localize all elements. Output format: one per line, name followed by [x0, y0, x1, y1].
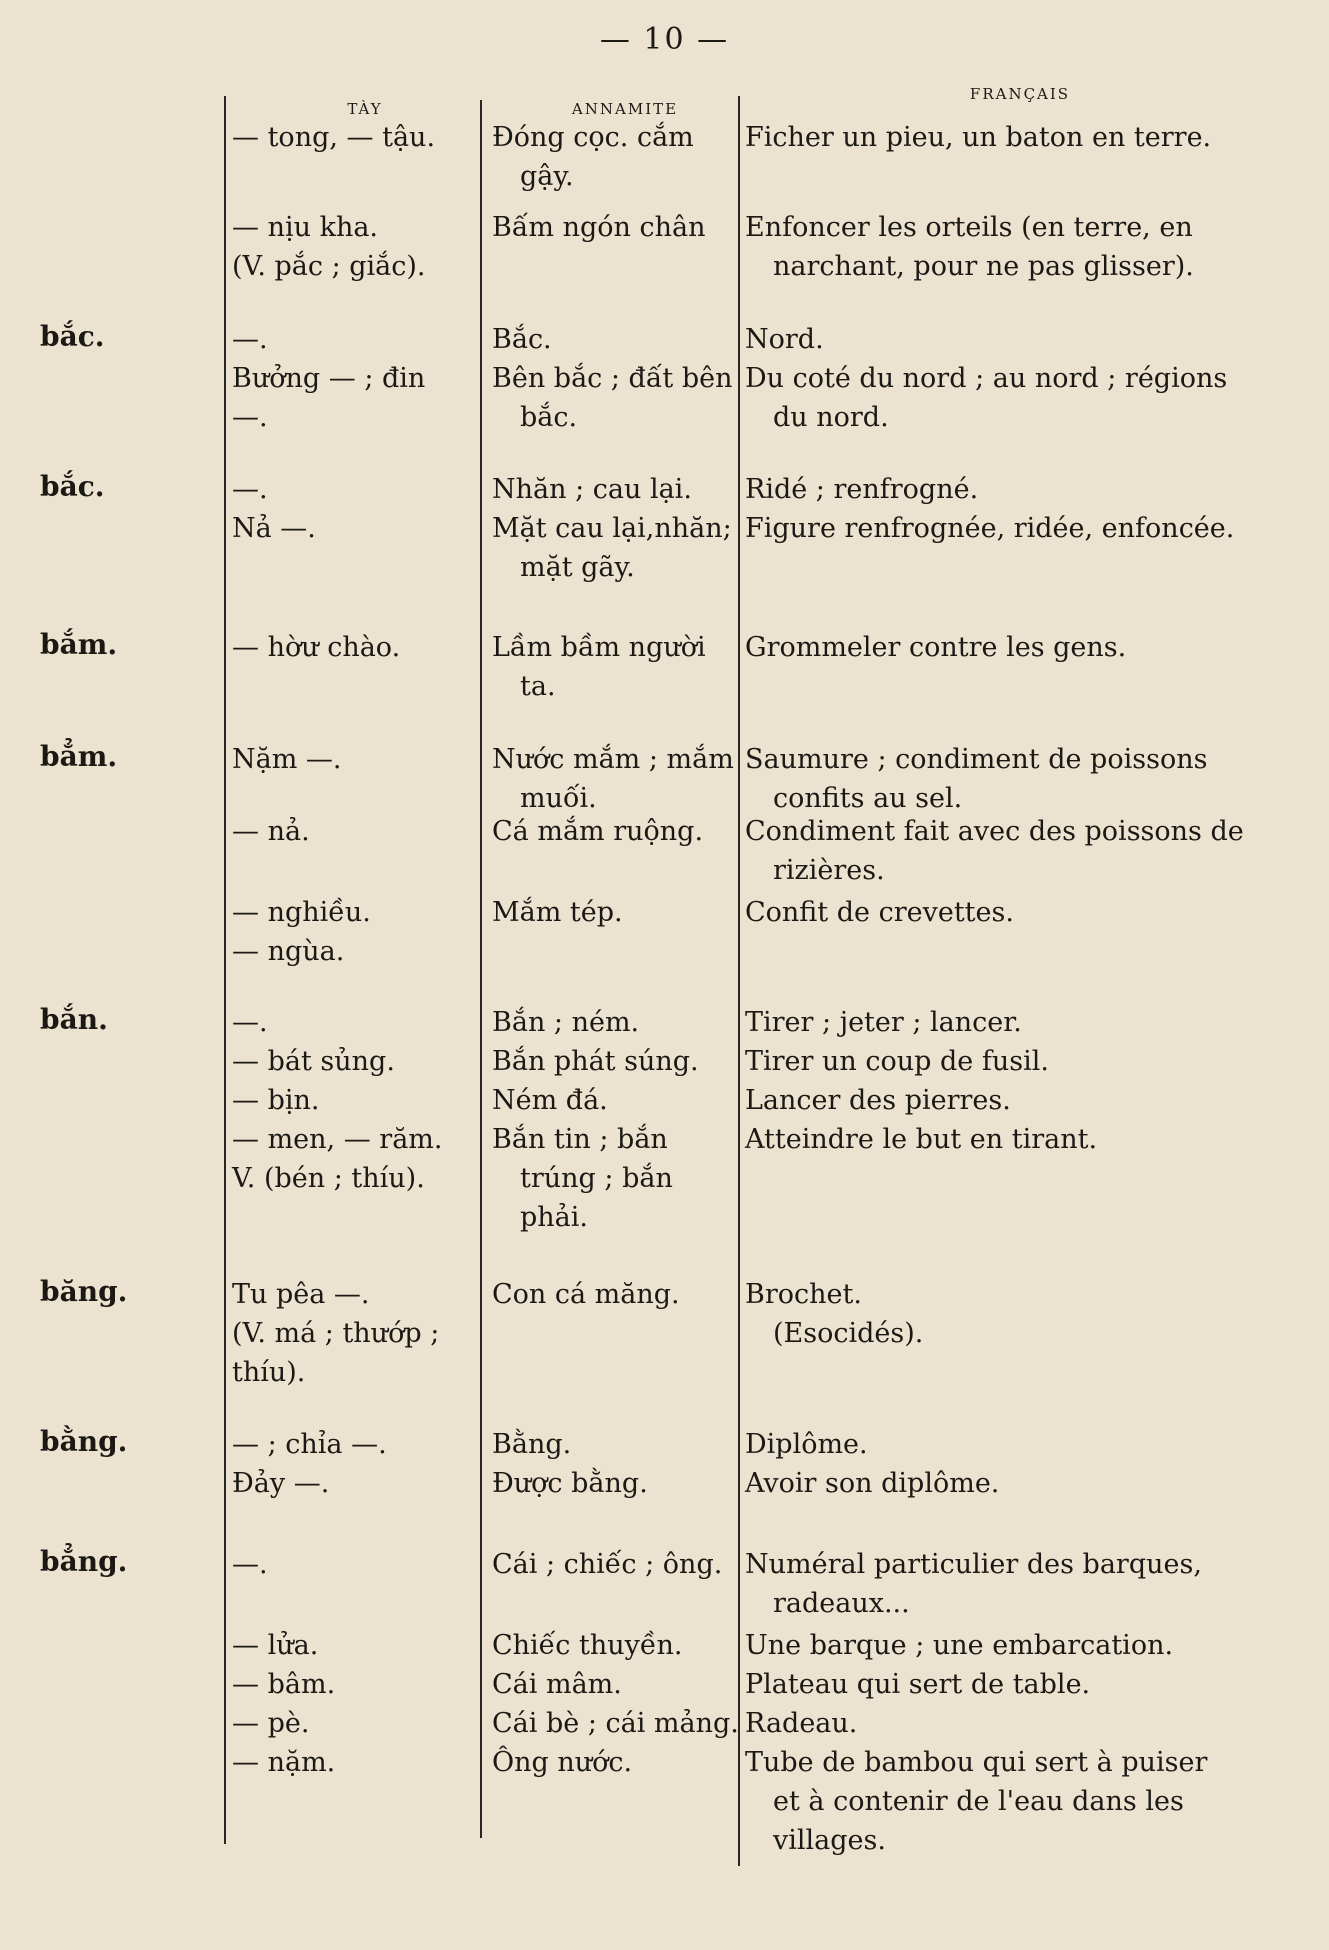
entry-francais [745, 1003, 1235, 1159]
entry-line: (Esocidés). [773, 1318, 924, 1349]
entry-line: Nord. [745, 324, 824, 355]
entry-line: phải. [520, 1202, 588, 1233]
entry-line: Cái ; chiếc ; ông. [492, 1549, 723, 1580]
entry-headword: bắn. [40, 1003, 108, 1036]
entry-line: Du coté du nord ; au nord ; régions [745, 363, 1228, 394]
entry-annamite [492, 1425, 737, 1503]
entry-line: Đảy —. [232, 1468, 330, 1499]
entry-line: gậy. [520, 161, 574, 192]
entry-line: — nghiều. [232, 897, 371, 928]
entry-francais [745, 208, 1235, 286]
entry-line: — bịn. [232, 1085, 320, 1116]
entry-line: — lửa. [232, 1630, 319, 1661]
column-header-tay: TÀY [347, 100, 383, 118]
entry-headword: bằng. [40, 1425, 128, 1458]
entry-annamite [492, 628, 737, 706]
entry-line: —. [232, 1007, 268, 1038]
entry-line: — bâm. [232, 1669, 336, 1700]
entry-line: Atteindre le but en tirant. [745, 1124, 1098, 1155]
entry-tay [232, 1275, 472, 1392]
column-header-francais: FRANÇAIS [969, 85, 1071, 103]
entry-line: Grommeler contre les gens. [745, 632, 1127, 663]
entry-line: — nả. [232, 816, 310, 847]
entry-annamite [492, 812, 737, 851]
entry-francais [745, 740, 1235, 818]
entry-annamite [492, 208, 737, 247]
entry-tay [232, 208, 472, 286]
entry-line: (V. má ; thướp ; [232, 1318, 440, 1349]
entry-line: Tu pêa —. [232, 1279, 370, 1310]
entry-line: Con cá măng. [492, 1279, 680, 1310]
entry-line: Tirer ; jeter ; lancer. [745, 1007, 1022, 1038]
entry-annamite [492, 470, 737, 587]
entry-annamite [492, 1545, 737, 1584]
entry-line: — men, — răm. [232, 1124, 443, 1155]
entry-line: Nhăn ; cau lại. [492, 474, 692, 505]
entry-francais [745, 118, 1235, 157]
entry-tay [232, 812, 472, 851]
entry-line: Chiếc thuyền. [492, 1630, 683, 1661]
entry-francais [745, 320, 1235, 437]
entry-line: Bằng. [492, 1429, 572, 1460]
entry-line: Cá mắm ruộng. [492, 816, 704, 847]
entry-line: Confit de crevettes. [745, 897, 1014, 928]
entry-tay [232, 740, 472, 779]
entry-line: Ficher un pieu, un baton en terre. [745, 122, 1212, 153]
entry-headword: bắc. [40, 320, 105, 353]
entry-line: — nặm. [232, 1747, 336, 1778]
entry-line: muối. [520, 783, 597, 814]
entry-line: radeaux... [773, 1588, 910, 1619]
entry-line: V. (bén ; thíu). [232, 1163, 425, 1194]
entry-line: Bên bắc ; đất bên [492, 363, 733, 394]
entry-line: Ông nước. [492, 1747, 633, 1778]
entry-annamite [492, 893, 737, 932]
entry-line: bắc. [520, 402, 578, 433]
entry-line: villages. [773, 1825, 886, 1856]
entry-headword: bẳm. [40, 740, 118, 773]
entry-line: Lầm bầm người [492, 632, 706, 663]
entry-line: Nước mắm ; mắm [492, 744, 734, 775]
entry-tay [232, 320, 472, 437]
entry-tay [232, 470, 472, 548]
entry-line: —. [232, 402, 268, 433]
entry-line: Tube de bambou qui sert à puiser [745, 1747, 1208, 1778]
entry-line: Nặm —. [232, 744, 342, 775]
entry-annamite [492, 740, 737, 818]
entry-line: Mặt cau lại,nhăn; [492, 513, 732, 544]
entry-line: Bắn phát súng. [492, 1046, 699, 1077]
entry-annamite [492, 1003, 737, 1237]
entry-line: Numéral particulier des barques, [745, 1549, 1202, 1580]
entry-line: — tong, — tậu. [232, 122, 436, 153]
entry-line: Radeau. [745, 1708, 858, 1739]
entry-annamite [492, 1275, 737, 1314]
entry-francais [745, 812, 1244, 890]
entry-line: Diplôme. [745, 1429, 868, 1460]
page-number: — 10 — [599, 22, 730, 57]
entry-line: Saumure ; condiment de poissons [745, 744, 1208, 775]
entry-line: trúng ; bắn [520, 1163, 673, 1194]
entry-francais [745, 628, 1235, 667]
entry-tay [232, 1545, 472, 1584]
entry-line: Tirer un coup de fusil. [745, 1046, 1049, 1077]
entry-francais [745, 893, 1235, 932]
entry-line: Bấm ngón chân [492, 212, 706, 243]
entry-headword: bắm. [40, 628, 118, 661]
entry-tay [232, 893, 472, 971]
entry-line: Figure renfrognée, ridée, enfoncée. [745, 513, 1235, 544]
entry-line: Bắn ; ném. [492, 1007, 640, 1038]
entry-line: Bưởng — ; đin [232, 363, 426, 394]
entry-line: thíu). [232, 1357, 306, 1388]
entry-tay [232, 628, 472, 667]
entry-line: rizières. [773, 855, 885, 886]
entry-line: Bắn tin ; bắn [492, 1124, 668, 1155]
entry-line: — nịu kha. [232, 212, 379, 243]
entry-line: — ; chỉa —. [232, 1429, 387, 1460]
entry-line: et à contenir de l'eau dans les [773, 1786, 1184, 1817]
entry-line: — hờư chào. [232, 632, 401, 663]
entry-line: Condiment fait avec des poissons de [745, 816, 1244, 847]
entry-line: ta. [520, 671, 556, 702]
entry-line: Avoir son diplôme. [745, 1468, 1000, 1499]
entry-line: Nả —. [232, 513, 316, 544]
entry-line: du nord. [773, 402, 889, 433]
column-header-annamite: ANNAMITE [571, 100, 679, 118]
entry-headword: bẳng. [40, 1545, 128, 1578]
entry-francais [745, 1275, 1235, 1353]
entry-line: Đóng cọc. cắm [492, 122, 694, 153]
entry-annamite [492, 118, 737, 196]
entry-francais [745, 1425, 1235, 1503]
entry-line: Bắc. [492, 324, 552, 355]
entry-line: (V. pắc ; giắc). [232, 251, 426, 282]
entry-line: — ngùa. [232, 936, 345, 967]
entry-line: Ridé ; renfrogné. [745, 474, 979, 505]
entry-line: —. [232, 474, 268, 505]
entry-line: Enfoncer les orteils (en terre, en [745, 212, 1193, 243]
entry-line: mặt gãy. [520, 552, 635, 583]
entry-tay [232, 118, 472, 157]
entry-annamite [492, 1626, 737, 1782]
entry-line: Cái mâm. [492, 1669, 622, 1700]
entry-headword: bắc. [40, 470, 105, 503]
entry-annamite [492, 320, 737, 437]
entry-line: narchant, pour ne pas glisser). [773, 251, 1194, 282]
entry-line: — bát sủng. [232, 1046, 395, 1077]
entry-tay [232, 1425, 472, 1503]
entry-line: Mắm tép. [492, 897, 623, 928]
entry-tay [232, 1003, 472, 1198]
entry-line: Brochet. [745, 1279, 862, 1310]
entry-line: — pè. [232, 1708, 310, 1739]
entry-line: Cái bè ; cái mảng. [492, 1708, 739, 1739]
entry-line: Une barque ; une embarcation. [745, 1630, 1174, 1661]
entry-headword: băng. [40, 1275, 128, 1308]
entry-line: confits au sel. [773, 783, 963, 814]
entry-francais [745, 1545, 1235, 1623]
entry-tay [232, 1626, 472, 1782]
entry-line: Được bằng. [492, 1468, 648, 1499]
entry-line: —. [232, 1549, 268, 1580]
entry-line: Ném đá. [492, 1085, 608, 1116]
entry-francais [745, 470, 1235, 548]
entry-francais [745, 1626, 1235, 1860]
entry-line: Lancer des pierres. [745, 1085, 1011, 1116]
entry-line: —. [232, 324, 268, 355]
entry-line: Plateau qui sert de table. [745, 1669, 1091, 1700]
